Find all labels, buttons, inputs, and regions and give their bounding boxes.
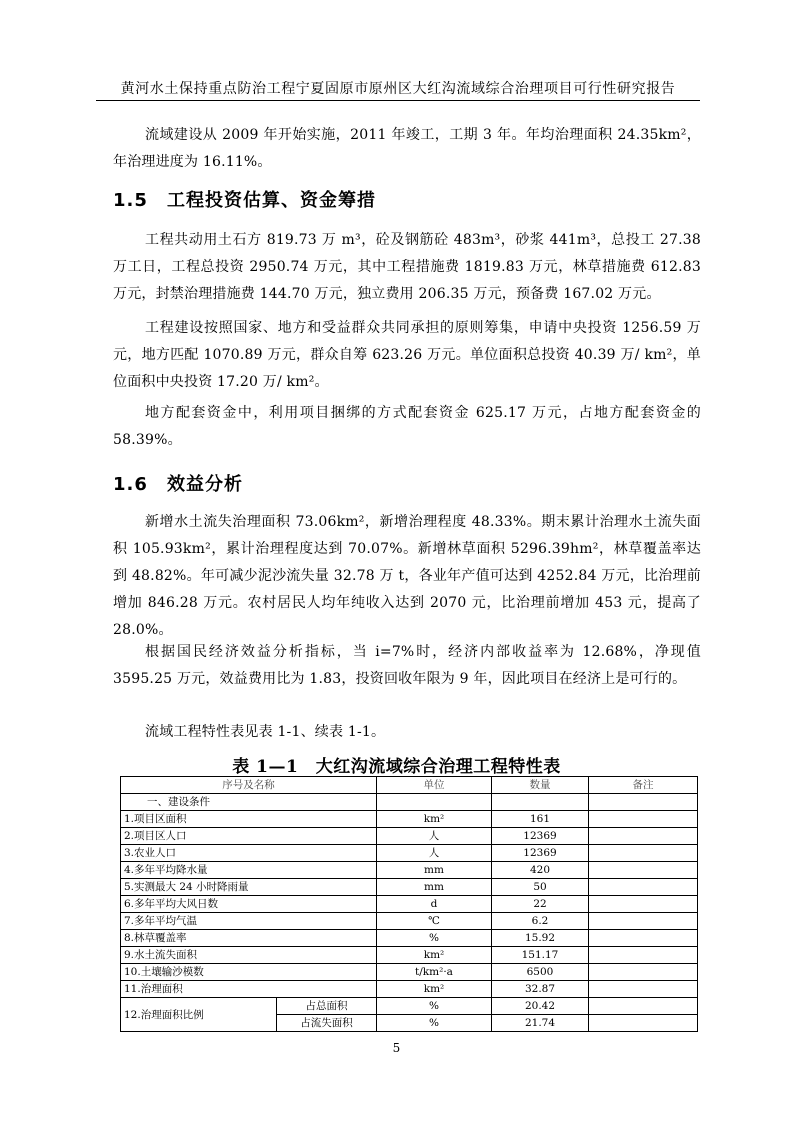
row-unit: d xyxy=(377,896,492,913)
table-row xyxy=(121,828,698,845)
row-value: 32.87 xyxy=(492,981,589,998)
sub-row-name: 占流失面积 xyxy=(277,1015,377,1032)
header-name: 序号及名称 xyxy=(121,777,377,794)
header-value: 数量 xyxy=(492,777,589,794)
row-value: 151.17 xyxy=(492,947,589,964)
row-unit: km² xyxy=(377,947,492,964)
row-value: 6.2 xyxy=(492,913,589,930)
section-title: 工程投资估算、资金筹措 xyxy=(167,190,376,211)
row-remark xyxy=(589,862,698,879)
table-row xyxy=(121,896,698,913)
row-unit: t/km²·a xyxy=(377,964,492,981)
row-name: 7.多年平均气温 xyxy=(121,913,377,930)
page-number: 5 xyxy=(392,1041,401,1055)
row-remark xyxy=(589,879,698,896)
header-unit: 单位 xyxy=(377,777,492,794)
row-remark xyxy=(589,828,698,845)
row-name: 6.多年平均大风日数 xyxy=(121,896,377,913)
row-value: 12369 xyxy=(492,828,589,845)
paragraph-investment: 工程共动用土石方 819.73 万 m³，砼及钢筋砼 483m³，砂浆 441m³，总投工 27.38 万工日，工程总投资 2950.74 万元，其中工程措施费 1819.83 万元，林草措施费 612.83 万元，封禁治理措施费 144.70 万元，独立费用 206.35 万元，预备费 167.02 万元。 xyxy=(113,232,701,302)
section-heading-1-6 xyxy=(113,470,243,496)
row-value: 50 xyxy=(492,879,589,896)
row-unit: 人 xyxy=(377,828,492,845)
table-row xyxy=(121,811,698,828)
table-row xyxy=(121,879,698,896)
paragraph-local-funds: 地方配套资金中，利用项目捆绑的方式配套资金 625.17 万元，占地方配套资金的 58.39%。 xyxy=(113,405,701,448)
row-name: 8.林草覆盖率 xyxy=(121,930,377,947)
row-remark xyxy=(589,947,698,964)
sub-row-name: 占总面积 xyxy=(277,998,377,1015)
paragraph-construction-period: 流域建设从 2009 年开始实施，2011 年竣工，工期 3 年。年均治理面积 24.35km²，年治理进度为 16.11%。 xyxy=(113,127,701,170)
section-number: 1.6 xyxy=(113,474,148,495)
row-value: 20.42 xyxy=(492,998,589,1015)
row-remark xyxy=(589,930,698,947)
row-unit: % xyxy=(377,998,492,1015)
row-name: 9.水土流失面积 xyxy=(121,947,377,964)
row-name: 3.农业人口 xyxy=(121,845,377,862)
row-remark xyxy=(589,981,698,998)
table-row xyxy=(121,913,698,930)
paragraph-economic-analysis: 根据国民经济效益分析指标，当 i=7%时，经济内部收益率为 12.68%，净现值 3595.25 万元，效益费用比为 1.83，投资回收年限为 9 年，因此项目在经济上是可行的。 xyxy=(113,644,701,687)
table-row xyxy=(121,981,698,998)
section-label: 一、建设条件 xyxy=(121,794,377,811)
table-caption: 表 1—1 大红沟流域综合治理工程特性表 xyxy=(232,757,561,777)
row-value: 420 xyxy=(492,862,589,879)
paragraph-funding: 工程建设按照国家、地方和受益群众共同承担的原则筹集，申请中央投资 1256.59 万元，地方匹配 1070.89 万元，群众自筹 623.26 万元。单位面积总投资 40.39 万/ km²，单位面积中央投资 17.20 万/ km²。 xyxy=(113,320,701,390)
row-remark xyxy=(589,811,698,828)
paragraph-benefits: 新增水土流失治理面积 73.06km²，新增治理程度 48.33%。期末累计治理水土流失面积 105.93km²，累计治理程度达到 70.07%。新增林草面积 5296.39hm²，林草覆盖率达到 48.82%。年可减少泥沙流失量 32.78 万 t，各业年产值可达到 4252.84 万元，比治理前增加 846.28 万元。农村居民人均年纯收入达到 2070 元，比治理前增加 453 元，提高了 28.0%。 xyxy=(113,514,701,638)
row-unit: % xyxy=(377,1015,492,1032)
row-remark xyxy=(589,964,698,981)
row-unit: km² xyxy=(377,981,492,998)
table-section-row xyxy=(121,794,698,811)
section-number: 1.5 xyxy=(113,190,148,211)
project-characteristics-table xyxy=(120,776,698,1032)
table-row xyxy=(121,930,698,947)
header-remark: 备注 xyxy=(589,777,698,794)
row-unit: ℃ xyxy=(377,913,492,930)
row-name: 4.多年平均降水量 xyxy=(121,862,377,879)
section-title: 效益分析 xyxy=(167,474,243,495)
row-value: 22 xyxy=(492,896,589,913)
table-row xyxy=(121,998,698,1015)
row-value: 161 xyxy=(492,811,589,828)
row-name: 12.治理面积比例 xyxy=(121,998,277,1032)
row-unit: 人 xyxy=(377,845,492,862)
row-value: 12369 xyxy=(492,845,589,862)
table-row xyxy=(121,947,698,964)
paragraph-table-reference: 流域工程特性表见表 1-1、续表 1-1。 xyxy=(145,724,386,740)
row-unit: km² xyxy=(377,811,492,828)
table-row xyxy=(121,964,698,981)
row-value: 15.92 xyxy=(492,930,589,947)
row-value: 6500 xyxy=(492,964,589,981)
row-value: 21.74 xyxy=(492,1015,589,1032)
row-name: 10.土壤输沙模数 xyxy=(121,964,377,981)
section-heading-1-5 xyxy=(113,186,376,212)
row-unit: mm xyxy=(377,879,492,896)
table-row xyxy=(121,845,698,862)
row-name: 2.项目区人口 xyxy=(121,828,377,845)
running-header: 黄河水土保持重点防治工程宁夏固原市原州区大红沟流域综合治理项目可行性研究报告 xyxy=(96,80,700,101)
row-name: 1.项目区面积 xyxy=(121,811,377,828)
row-remark xyxy=(589,896,698,913)
row-remark xyxy=(589,913,698,930)
row-name: 5.实测最大 24 小时降雨量 xyxy=(121,879,377,896)
table-header-row xyxy=(121,777,698,794)
row-remark xyxy=(589,845,698,862)
row-unit: mm xyxy=(377,862,492,879)
row-unit: % xyxy=(377,930,492,947)
row-name: 11.治理面积 xyxy=(121,981,377,998)
table-row xyxy=(121,862,698,879)
